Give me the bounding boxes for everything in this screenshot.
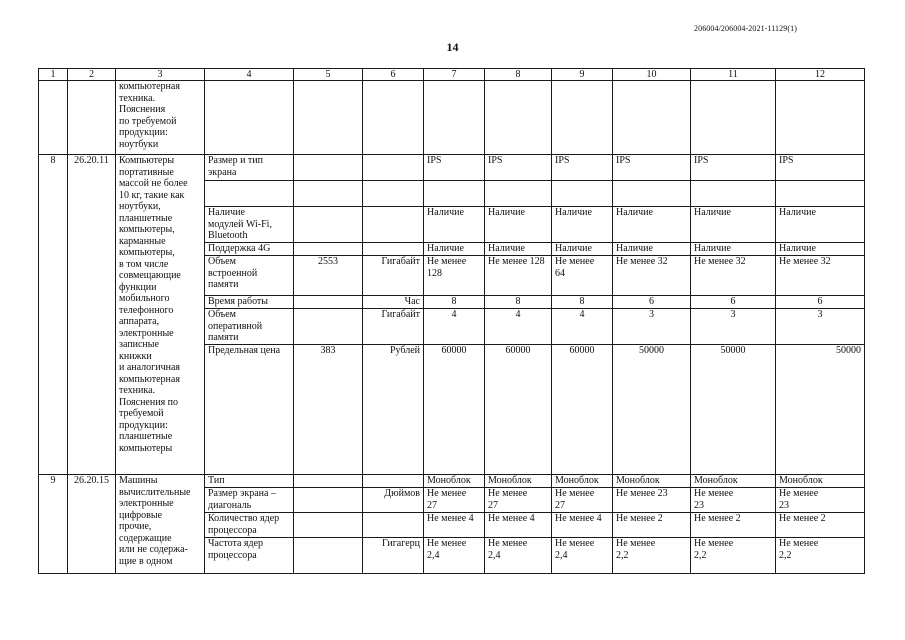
characteristic-cell: Тип [205, 475, 294, 488]
header-cell: 9 [552, 69, 613, 81]
okei-code-cell [294, 309, 363, 345]
characteristic-cell: Частота ядер процессора [205, 538, 294, 574]
page-number: 14 [446, 40, 459, 54]
value-cell [424, 181, 485, 207]
value-cell [776, 181, 865, 207]
value-cell [424, 81, 485, 155]
unit-cell [363, 243, 424, 256]
unit-cell [363, 513, 424, 538]
value-cell: IPS [485, 155, 552, 181]
value-cell: Наличие [776, 243, 865, 256]
value-cell: Не менее 64 [552, 256, 613, 296]
product-name-cell: компьютерная техника. Пояснения по требуемой продукции: ноутбуки [116, 81, 205, 155]
header-cell: 4 [205, 69, 294, 81]
okei-code-cell [294, 513, 363, 538]
unit-cell: Гигабайт [363, 309, 424, 345]
okei-code-cell [294, 243, 363, 256]
unit-cell: Рублей [363, 345, 424, 475]
okei-code-cell [294, 81, 363, 155]
table-row [39, 155, 865, 181]
unit-cell [363, 81, 424, 155]
value-cell: Не менее 128 [424, 256, 485, 296]
value-cell: Не менее 23 [691, 488, 776, 513]
value-cell: Моноблок [776, 475, 865, 488]
characteristic-cell: Предельная цена [205, 345, 294, 475]
unit-cell: Час [363, 296, 424, 309]
value-cell: Не менее 128 [485, 256, 552, 296]
value-cell: Наличие [691, 207, 776, 243]
value-cell: IPS [552, 155, 613, 181]
okei-code-cell [294, 475, 363, 488]
value-cell: Наличие [691, 243, 776, 256]
value-cell: Не менее 2 [776, 513, 865, 538]
table-row-continuation [39, 81, 865, 155]
value-cell [485, 181, 552, 207]
unit-cell: Дюймов [363, 488, 424, 513]
characteristic-cell [205, 181, 294, 207]
characteristic-cell: Объем встроенной памяти [205, 256, 294, 296]
value-cell: IPS [776, 155, 865, 181]
value-cell: Не менее 23 [776, 488, 865, 513]
okei-code-cell [294, 181, 363, 207]
table-row [39, 475, 865, 488]
value-cell: 4 [424, 309, 485, 345]
value-cell: IPS [424, 155, 485, 181]
value-cell: Моноблок [613, 475, 691, 488]
header-cell: 8 [485, 69, 552, 81]
document-id: 206004/206004-2021-11129(1) [694, 24, 797, 33]
value-cell: 3 [613, 309, 691, 345]
value-cell: Моноблок [691, 475, 776, 488]
row-number-cell [39, 81, 68, 155]
value-cell: Не менее 4 [424, 513, 485, 538]
value-cell: Не менее 4 [485, 513, 552, 538]
header-cell: 2 [68, 69, 116, 81]
value-cell: Моноблок [424, 475, 485, 488]
okei-code-cell [294, 155, 363, 181]
unit-cell: Гигабайт [363, 256, 424, 296]
value-cell: Не менее 4 [552, 513, 613, 538]
okpd-code-cell [68, 81, 116, 155]
value-cell [691, 81, 776, 155]
okpd-code-cell: 26.20.11 [68, 155, 116, 475]
value-cell: Не менее 2,2 [691, 538, 776, 574]
characteristic-cell: Размер экрана – диагональ [205, 488, 294, 513]
header-cell: 12 [776, 69, 865, 81]
product-name-cell: Компьютеры портативные массой не более 10 кг, такие как ноутбуки, планшетные компьютеры, карманные компьютеры, в том числе совмещающие функции мобильного телефонного аппарата, электронные записные книжки и аналогичная компьютерная техника. Пояснения по требуемой продукции: планшетные компьютеры [116, 155, 205, 475]
value-cell [776, 81, 865, 155]
value-cell: Не менее 32 [613, 256, 691, 296]
value-cell: 50000 [691, 345, 776, 475]
value-cell: 4 [552, 309, 613, 345]
value-cell: 6 [776, 296, 865, 309]
unit-cell [363, 181, 424, 207]
okpd-code-cell: 26.20.15 [68, 475, 116, 574]
value-cell: Не менее 32 [691, 256, 776, 296]
characteristic-cell: Поддержка 4G [205, 243, 294, 256]
characteristic-cell: Размер и тип экрана [205, 155, 294, 181]
specifications-table [38, 68, 865, 574]
okei-code-cell [294, 296, 363, 309]
value-cell: Не менее 2 [613, 513, 691, 538]
header-cell: 1 [39, 69, 68, 81]
unit-cell: Гигагерц [363, 538, 424, 574]
value-cell: 8 [552, 296, 613, 309]
value-cell: 8 [485, 296, 552, 309]
value-cell: 8 [424, 296, 485, 309]
value-cell: 60000 [485, 345, 552, 475]
value-cell: Не менее 2,2 [613, 538, 691, 574]
value-cell: IPS [613, 155, 691, 181]
characteristic-cell: Время работы [205, 296, 294, 309]
value-cell: Не менее 2,4 [552, 538, 613, 574]
product-name-cell: Машины вычислительные электронные цифровые прочие, содержащие или не содержа- щие в одном [116, 475, 205, 574]
value-cell: Не менее 2,2 [776, 538, 865, 574]
value-cell: Наличие [424, 207, 485, 243]
value-cell: 60000 [552, 345, 613, 475]
value-cell: 60000 [424, 345, 485, 475]
value-cell: Наличие [776, 207, 865, 243]
value-cell: 3 [691, 309, 776, 345]
value-cell: Не менее 2 [691, 513, 776, 538]
row-number-cell: 9 [39, 475, 68, 574]
okei-code-cell [294, 207, 363, 243]
header-cell: 10 [613, 69, 691, 81]
value-cell: Не менее 27 [552, 488, 613, 513]
value-cell: IPS [691, 155, 776, 181]
characteristic-cell [205, 81, 294, 155]
header-cell: 11 [691, 69, 776, 81]
characteristic-cell: Количество ядер процессора [205, 513, 294, 538]
value-cell [613, 181, 691, 207]
value-cell: 6 [691, 296, 776, 309]
value-cell: Наличие [552, 243, 613, 256]
value-cell: Не менее 32 [776, 256, 865, 296]
value-cell [552, 181, 613, 207]
value-cell: Наличие [552, 207, 613, 243]
header-cell: 3 [116, 69, 205, 81]
header-row [39, 69, 865, 81]
value-cell [613, 81, 691, 155]
unit-cell [363, 207, 424, 243]
okei-code-cell: 2553 [294, 256, 363, 296]
value-cell: 3 [776, 309, 865, 345]
value-cell: Наличие [485, 207, 552, 243]
value-cell: 50000 [776, 345, 865, 475]
value-cell: Наличие [613, 243, 691, 256]
header-cell: 6 [363, 69, 424, 81]
value-cell: Моноблок [485, 475, 552, 488]
okei-code-cell [294, 488, 363, 513]
value-cell: Не менее 2,4 [485, 538, 552, 574]
characteristic-cell: Объем оперативной памяти [205, 309, 294, 345]
value-cell: Наличие [613, 207, 691, 243]
characteristic-cell: Наличие модулей Wi-Fi, Bluetooth [205, 207, 294, 243]
value-cell: 50000 [613, 345, 691, 475]
value-cell [485, 81, 552, 155]
value-cell: Не менее 27 [485, 488, 552, 513]
value-cell [691, 181, 776, 207]
value-cell: Не менее 2,4 [424, 538, 485, 574]
value-cell: 4 [485, 309, 552, 345]
value-cell: Не менее 23 [613, 488, 691, 513]
okei-code-cell: 383 [294, 345, 363, 475]
value-cell: Не менее 27 [424, 488, 485, 513]
row-number-cell: 8 [39, 155, 68, 475]
value-cell [552, 81, 613, 155]
unit-cell [363, 475, 424, 488]
value-cell: Наличие [424, 243, 485, 256]
header-cell: 5 [294, 69, 363, 81]
unit-cell [363, 155, 424, 181]
value-cell: Моноблок [552, 475, 613, 488]
header-cell: 7 [424, 69, 485, 81]
value-cell: Наличие [485, 243, 552, 256]
value-cell: 6 [613, 296, 691, 309]
okei-code-cell [294, 538, 363, 574]
